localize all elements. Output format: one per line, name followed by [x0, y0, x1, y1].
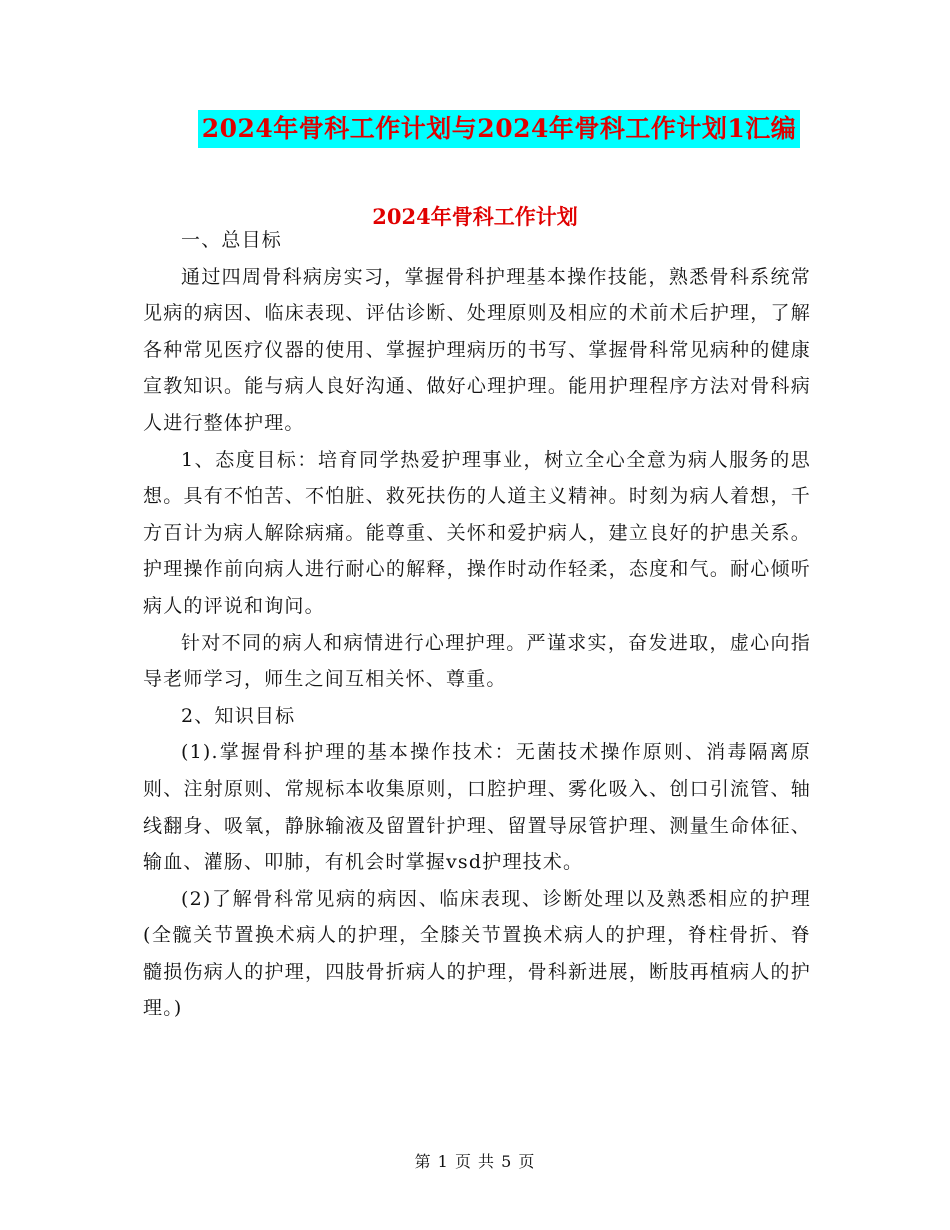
document-body: [143, 222, 811, 1027]
paragraph-heading-overall-goal: 一、总目标: [181, 229, 283, 251]
paragraph-heading-knowledge-goal: 2、知识目标: [181, 704, 296, 727]
paragraph-knowledge-1: (1).掌握骨科护理的基本操作技术：无菌技术操作原则、消毒隔离原则、注射原则、常规标本收集原则，口腔护理、雾化吸入、创口引流管、轴线翻身、吸氧，静脉输液及留置针护理、留置导尿管护理、测量生命体征、输血、灌肠、叩肺，有机会时掌握vsd护理技术。: [143, 741, 811, 874]
section-title: 2024年骨科工作计划: [372, 204, 578, 229]
paragraph-attitude-goal: 1、态度目标：培育同学热爱护理事业，树立全心全意为病人服务的思想。具有不怕苦、不怕脏、救死扶伤的人道主义精神。时刻为病人着想，千方百计为病人解除病痛。能尊重、关怀和爱护病人，建立良好的护患关系。护理操作前向病人进行耐心的解释，操作时动作轻柔，态度和气。耐心倾听病人的评说和询问。: [143, 448, 811, 617]
page-footer: 第 1 页 共 5 页: [414, 1152, 536, 1171]
paragraph-knowledge-2: (2)了解骨科常见病的病因、临床表现、诊断处理以及熟悉相应的护理(全髋关节置换术病人的护理，全膝关节置换术病人的护理，脊柱骨折、脊髓损伤病人的护理，四肢骨折病人的护理，骨科新进展，断肢再植病人的护理。): [143, 887, 811, 1020]
paragraph-overall-goal: 通过四周骨科病房实习，掌握骨科护理基本操作技能，熟悉骨科系统常见病的病因、临床表现、评估诊断、处理原则及相应的术前术后护理，了解各种常见医疗仪器的使用、掌握护理病历的书写、掌握骨科常见病种的健康宣教知识。能与病人良好沟通、做好心理护理。能用护理程序方法对骨科病人进行整体护理。: [143, 265, 811, 434]
document-title: 2024年骨科工作计划与2024年骨科工作计划1汇编: [198, 110, 801, 148]
paragraph-psych-care: 针对不同的病人和病情进行心理护理。严谨求实，奋发进取，虚心向指导老师学习，师生之间互相关怀、尊重。: [143, 631, 811, 691]
document-title-container: [0, 110, 950, 148]
